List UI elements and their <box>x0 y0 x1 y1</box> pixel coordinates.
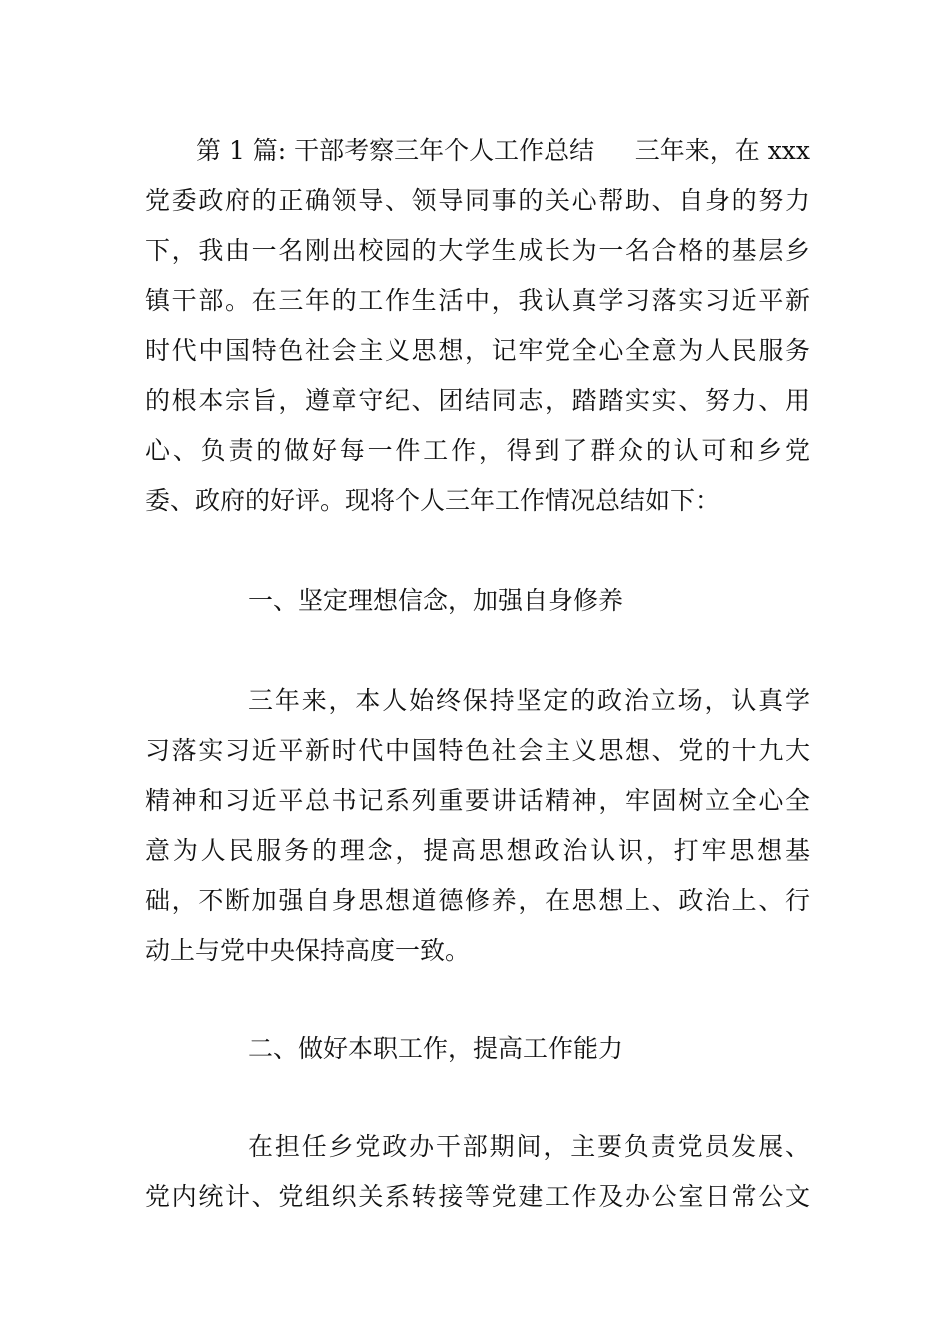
section-heading-2: 二、做好本职工作，提高工作能力 <box>248 1034 624 1063</box>
intro-line: 心、负责的做好每一件工作，得到了群众的认可和乡党 <box>145 436 810 465</box>
intro-lead-text: 三年来，在 xxx <box>634 136 810 165</box>
intro-line: 下，我由一名刚出校园的大学生成长为一名合格的基层乡 <box>145 236 810 265</box>
section1-line: 础，不断加强自身思想道德修养，在思想上、政治上、行 <box>145 886 810 915</box>
section2-line: 党内统计、党组织关系转接等党建工作及办公室日常公文 <box>145 1182 810 1211</box>
section1-line: 三年来，本人始终保持坚定的政治立场，认真学 <box>248 686 810 715</box>
section2-line: 在担任乡党政办干部期间，主要负责党员发展、 <box>248 1132 810 1161</box>
document-title: 第 1 篇: 干部考察三年个人工作总结 <box>196 136 595 165</box>
section1-line: 精神和习近平总书记系列重要讲话精神，牢固树立全心全 <box>145 786 810 815</box>
section1-line: 动上与党中央保持高度一致。 <box>145 936 471 965</box>
section-heading-1: 一、坚定理想信念，加强自身修养 <box>248 586 624 615</box>
intro-line: 镇干部。在三年的工作生活中，我认真学习落实习近平新 <box>145 286 810 315</box>
intro-line: 党委政府的正确领导、领导同事的关心帮助、自身的努力 <box>145 186 810 215</box>
intro-line: 时代中国特色社会主义思想，记牢党全心全意为人民服务 <box>145 336 810 365</box>
intro-line: 委、政府的好评。现将个人三年工作情况总结如下： <box>145 486 721 515</box>
intro-line: 的根本宗旨，遵章守纪、团结同志，踏踏实实、努力、用 <box>145 386 810 415</box>
section1-line: 习落实习近平新时代中国特色社会主义思想、党的十九大 <box>145 736 810 765</box>
title-line <box>196 126 810 176</box>
section1-line: 意为人民服务的理念，提高思想政治认识，打牢思想基 <box>145 836 810 865</box>
